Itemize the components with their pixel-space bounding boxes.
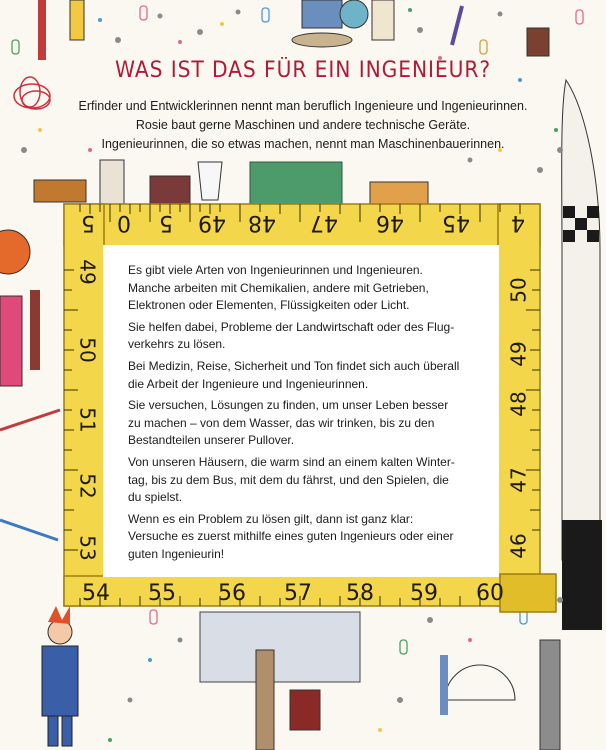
ruler-number: 60 [476,581,504,606]
body-line: verkehrs zu lösen. [128,337,226,352]
body-line: zu machen – von dem Wasser, das wir trinken, bis zu den [128,415,435,430]
ruler-number: 5 [81,210,95,235]
ruler-number: 47 [310,210,338,235]
body-line: tag, bis zu dem Bus, mit dem du fährst, und den Spielen, die [128,472,449,487]
body-line: Sie helfen dabei, Probleme der Landwirtschaft oder des Flug- [128,319,455,334]
body-line: Manche arbeiten mit Chemikalien, andere mit Getrieben, [128,280,429,295]
body-line: Es gibt viele Arten von Ingenieurinnen und Ingenieuren. [128,263,423,277]
ruler-number: 47 [506,467,531,493]
body-paragraph [128,358,488,393]
ruler-number: 56 [218,581,246,606]
body-text [128,262,488,568]
ruler-number: 59 [410,581,438,606]
ruler-number: 4 [511,210,525,235]
ruler-number: 50 [75,337,100,363]
body-line: Wenn es ein Problem zu lösen gilt, dann ist ganz klar: [128,511,414,526]
intro-line: Rosie baut gerne Maschinen und andere technische Geräte. [135,118,471,132]
ruler-number: 48 [248,210,276,235]
body-line: Von unseren Häusern, die warm sind an einem kalten Winter- [128,454,455,469]
ruler-number: 46 [376,210,404,235]
body-line: Versuche es zuerst mithilfe eines guten Ingenieurs oder einer [128,529,454,544]
intro-line: Erfinder und Entwicklerinnen nennt man beruflich Ingenieure und Ingenieurinnen. [78,99,528,113]
tape-end-hook [500,574,556,612]
ruler-number: 55 [148,581,176,606]
body-line: Sie versuchen, Lösungen zu finden, um unser Leben besser [128,398,449,413]
ruler-number: 5 [159,210,173,235]
ruler-number: 46 [506,533,531,559]
ruler-number: 53 [75,535,100,561]
body-line: Bei Medizin, Reise, Sicherheit und Ton findet sich auch überall [128,358,460,373]
body-line: die Arbeit der Ingenieure und Ingenieurinnen. [128,376,369,391]
ruler-number: 51 [75,407,100,433]
body-line: du spielst. [128,490,183,505]
body-paragraph [128,454,488,507]
body-line: Bestandteilen unserer Pullover. [128,433,295,448]
page-title: WAS IST DAS FÜR EIN INGENIEUR? [115,58,491,83]
ruler-number: 0 [117,210,131,235]
ruler-number: 50 [506,277,531,303]
ruler-number: 49 [198,210,226,235]
body-line: Elektronen oder Elementen, Flüssigkeiten oder Licht. [128,298,410,313]
body-paragraph [128,262,488,315]
body-paragraph [128,397,488,450]
body-paragraph [128,511,488,564]
intro-line: Ingenieurinnen, die so etwas machen, nennt man Maschinenbauerinnen. [101,137,505,151]
ruler-number: 49 [506,341,531,367]
body-paragraph [128,319,488,354]
body-line: guten Ingenieurin! [128,546,225,561]
ruler-number: 58 [346,581,374,606]
ruler-number: 57 [284,581,312,606]
ruler-number: 48 [506,391,531,417]
ruler-number: 49 [75,259,100,285]
ruler-number: 45 [442,210,470,235]
ruler-number: 52 [75,473,100,499]
ruler-number: 54 [82,581,110,606]
